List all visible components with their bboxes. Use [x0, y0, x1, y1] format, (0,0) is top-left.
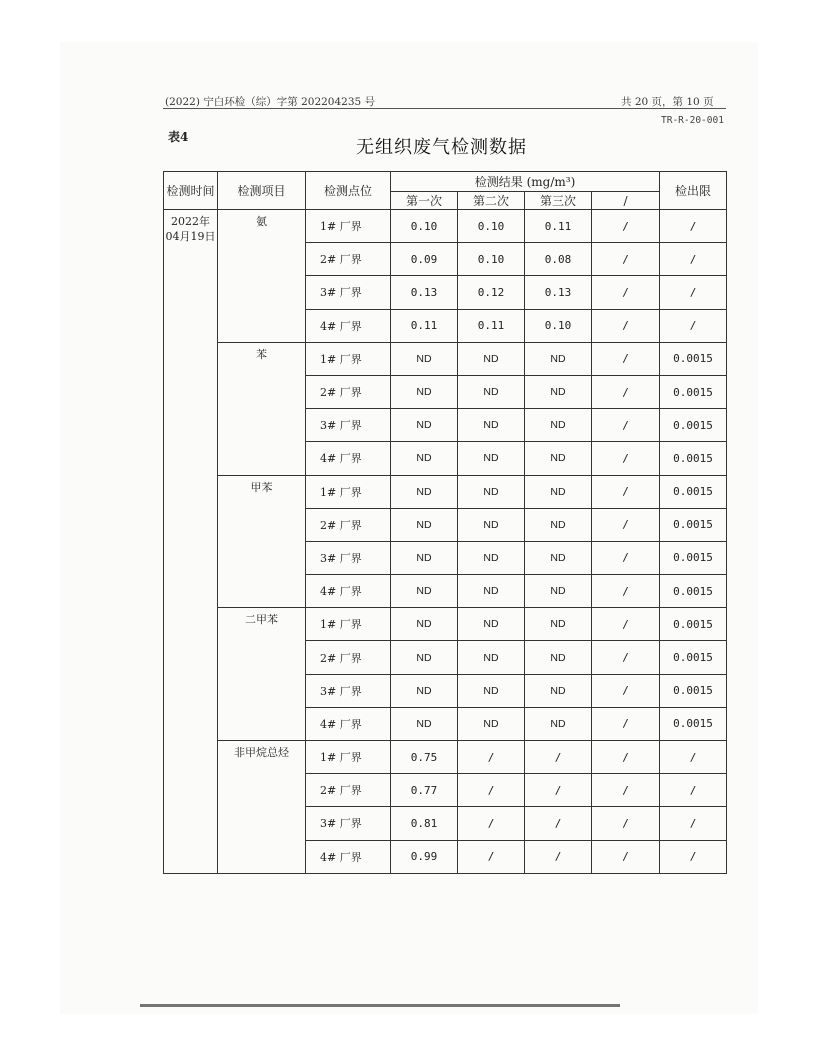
table-row [164, 741, 727, 774]
limit-cell: / [660, 309, 727, 342]
table-row [164, 475, 727, 508]
point-cell: 1# 厂界 [306, 608, 391, 641]
point-cell: 2# 厂界 [306, 243, 391, 276]
value-cell: ND [391, 575, 458, 608]
value-cell: / [592, 575, 660, 608]
value-cell: / [525, 741, 592, 774]
header-third: 第三次 [525, 192, 592, 210]
limit-cell: / [660, 276, 727, 309]
value-cell: ND [391, 409, 458, 442]
value-cell: / [592, 674, 660, 707]
value-cell: ND [391, 375, 458, 408]
point-cell: 4# 厂界 [306, 575, 391, 608]
results-body [164, 210, 727, 874]
point-cell: 2# 厂界 [306, 774, 391, 807]
value-cell: ND [458, 375, 525, 408]
header-item: 检测项目 [218, 172, 306, 210]
value-cell: / [592, 276, 660, 309]
value-cell: ND [458, 342, 525, 375]
value-cell: ND [525, 342, 592, 375]
header-first: 第一次 [391, 192, 458, 210]
point-cell: 3# 厂界 [306, 674, 391, 707]
value-cell: / [592, 409, 660, 442]
point-cell: 2# 厂界 [306, 508, 391, 541]
point-cell: 4# 厂界 [306, 840, 391, 873]
value-cell: / [592, 375, 660, 408]
header-point: 检测点位 [306, 172, 391, 210]
value-cell: 0.75 [391, 741, 458, 774]
value-cell: 0.81 [391, 807, 458, 840]
point-cell: 1# 厂界 [306, 210, 391, 243]
point-cell: 4# 厂界 [306, 707, 391, 740]
value-cell: / [592, 541, 660, 574]
value-cell: ND [391, 674, 458, 707]
page-title: 无组织废气检测数据 [356, 137, 527, 158]
value-cell: 0.99 [391, 840, 458, 873]
value-cell: ND [391, 475, 458, 508]
value-cell: 0.10 [458, 210, 525, 243]
header-extra: / [592, 192, 660, 210]
value-cell: ND [525, 375, 592, 408]
limit-cell: 0.0015 [660, 442, 727, 475]
point-cell: 1# 厂界 [306, 475, 391, 508]
value-cell: / [592, 807, 660, 840]
value-cell: ND [458, 442, 525, 475]
point-cell: 2# 厂界 [306, 641, 391, 674]
table-number: 表4 [168, 130, 189, 144]
value-cell: ND [525, 409, 592, 442]
value-cell: ND [525, 475, 592, 508]
value-cell: ND [458, 608, 525, 641]
item-cell: 二甲苯 [218, 608, 306, 741]
point-cell: 4# 厂界 [306, 309, 391, 342]
value-cell: / [458, 741, 525, 774]
limit-cell: 0.0015 [660, 674, 727, 707]
value-cell: 0.11 [458, 309, 525, 342]
page-counter: 共 20 页，第 10 页 [621, 96, 714, 108]
value-cell: 0.13 [525, 276, 592, 309]
value-cell: ND [391, 342, 458, 375]
limit-cell: 0.0015 [660, 641, 727, 674]
report-number: (2022) 宁白环检（综）字第 202204235 号 [165, 96, 376, 108]
point-cell: 4# 厂界 [306, 442, 391, 475]
value-cell: 0.08 [525, 243, 592, 276]
limit-cell: / [660, 210, 727, 243]
value-cell: ND [391, 707, 458, 740]
value-cell: 0.10 [458, 243, 525, 276]
value-cell: / [525, 774, 592, 807]
item-cell: 苯 [218, 342, 306, 475]
item-cell: 甲苯 [218, 475, 306, 608]
header-limit: 检出限 [660, 172, 727, 210]
value-cell: 0.12 [458, 276, 525, 309]
point-cell: 1# 厂界 [306, 342, 391, 375]
header-second: 第二次 [458, 192, 525, 210]
value-cell: / [592, 608, 660, 641]
limit-cell: 0.0015 [660, 541, 727, 574]
value-cell: 0.10 [525, 309, 592, 342]
table-row [164, 342, 727, 375]
value-cell: / [592, 442, 660, 475]
page-edge-shadow [140, 1004, 620, 1007]
limit-cell: / [660, 741, 727, 774]
limit-cell: 0.0015 [660, 575, 727, 608]
point-cell: 3# 厂界 [306, 276, 391, 309]
header-result-group: 检测结果 (mg/m³) [391, 172, 660, 192]
value-cell: / [592, 342, 660, 375]
limit-cell: 0.0015 [660, 707, 727, 740]
limit-cell: / [660, 807, 727, 840]
point-cell: 2# 厂界 [306, 375, 391, 408]
header-rule [163, 108, 726, 109]
value-cell: ND [525, 674, 592, 707]
value-cell: 0.09 [391, 243, 458, 276]
value-cell: / [592, 641, 660, 674]
header-time: 检测时间 [164, 172, 218, 210]
value-cell: ND [458, 508, 525, 541]
value-cell: / [525, 840, 592, 873]
value-cell: ND [458, 707, 525, 740]
value-cell: / [458, 774, 525, 807]
item-cell: 非甲烷总烃 [218, 741, 306, 874]
value-cell: 0.11 [391, 309, 458, 342]
value-cell: / [592, 309, 660, 342]
value-cell: / [458, 840, 525, 873]
value-cell: ND [525, 608, 592, 641]
value-cell: / [592, 707, 660, 740]
value-cell: / [592, 741, 660, 774]
value-cell: ND [391, 442, 458, 475]
value-cell: ND [525, 641, 592, 674]
limit-cell: 0.0015 [660, 409, 727, 442]
value-cell: ND [458, 475, 525, 508]
value-cell: ND [525, 508, 592, 541]
date-cell: 2022年 04月19日 [164, 210, 218, 874]
value-cell: / [592, 475, 660, 508]
value-cell: ND [391, 608, 458, 641]
value-cell: ND [458, 674, 525, 707]
point-cell: 1# 厂界 [306, 741, 391, 774]
value-cell: / [592, 210, 660, 243]
value-cell: / [592, 774, 660, 807]
value-cell: / [592, 243, 660, 276]
value-cell: ND [391, 641, 458, 674]
form-code: TR-R-20-001 [661, 115, 724, 126]
point-cell: 3# 厂界 [306, 409, 391, 442]
value-cell: ND [458, 641, 525, 674]
value-cell: / [592, 840, 660, 873]
item-cell: 氨 [218, 210, 306, 343]
limit-cell: 0.0015 [660, 375, 727, 408]
value-cell: ND [458, 541, 525, 574]
limit-cell: 0.0015 [660, 475, 727, 508]
value-cell: / [592, 508, 660, 541]
value-cell: ND [525, 541, 592, 574]
table-row [164, 210, 727, 243]
table-row [164, 608, 727, 641]
value-cell: 0.77 [391, 774, 458, 807]
point-cell: 3# 厂界 [306, 541, 391, 574]
value-cell: ND [525, 442, 592, 475]
value-cell: ND [458, 575, 525, 608]
limit-cell: / [660, 840, 727, 873]
limit-cell: / [660, 774, 727, 807]
value-cell: / [458, 807, 525, 840]
value-cell: 0.13 [391, 276, 458, 309]
value-cell: ND [458, 409, 525, 442]
value-cell: ND [391, 541, 458, 574]
limit-cell: 0.0015 [660, 342, 727, 375]
point-cell: 3# 厂界 [306, 807, 391, 840]
value-cell: / [525, 807, 592, 840]
results-table [163, 171, 727, 874]
limit-cell: 0.0015 [660, 508, 727, 541]
value-cell: 0.10 [391, 210, 458, 243]
value-cell: ND [525, 707, 592, 740]
limit-cell: 0.0015 [660, 608, 727, 641]
value-cell: ND [525, 575, 592, 608]
limit-cell: / [660, 243, 727, 276]
value-cell: 0.11 [525, 210, 592, 243]
value-cell: ND [391, 508, 458, 541]
